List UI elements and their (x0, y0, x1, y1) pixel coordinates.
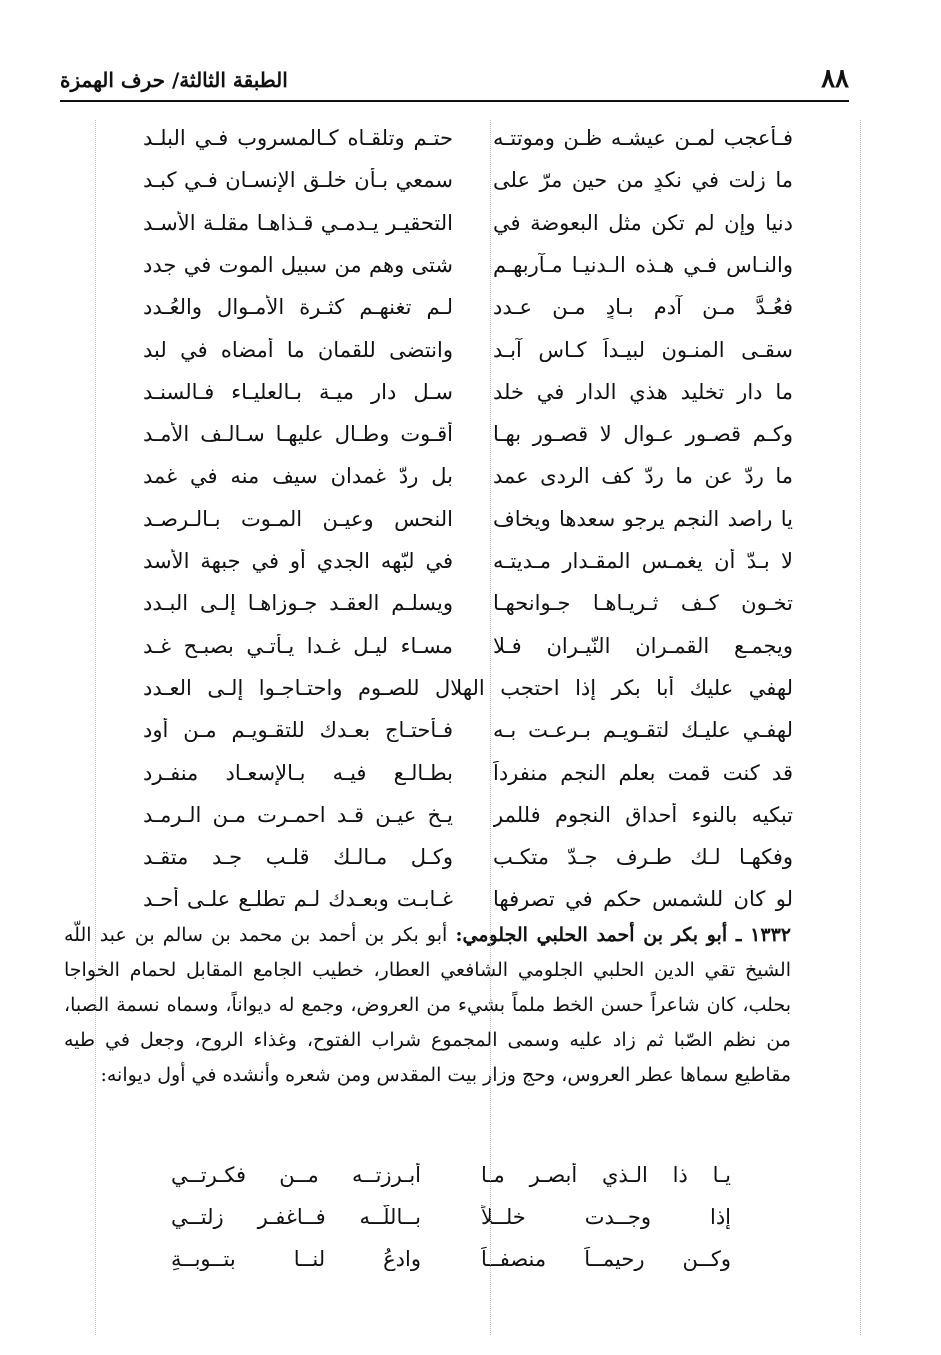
verse-first-hemistich: لهفـي عليـك لتقـويـم بـرعـت بـه (493, 718, 793, 742)
verse-second-hemistich: لـم تغنهـم كثـرة الأمـوال والعُـدد (143, 295, 453, 319)
verse-first-hemistich: دنيا وإن لم تكن مثل البعوضة في (493, 211, 793, 235)
verse-first-hemistich: فعُـدَّ مـن آدم بـادٍ مـن عـدد (493, 295, 793, 319)
verse-first-hemistich: لا بـدّ أن يغمـس المقـدار مـديتـه (493, 549, 793, 573)
verse-line (171, 1163, 731, 1203)
verse-second-hemistich: التحقيـر يـدمـي قـذاهـا مقلـة الأسـد (143, 211, 453, 235)
verse-first-hemistich: لهفي عليك أبا بكر إذا احتجب الهلال للصـوم واحتـاجـوا إلـى العـدد (143, 676, 793, 700)
page-number: ٨٨ (821, 64, 849, 94)
verse-line (143, 295, 793, 335)
header-rule (60, 100, 849, 102)
verse-line (143, 380, 793, 420)
verse-first-hemistich: يـا ذا الـذي أبصـر مـا (481, 1163, 731, 1187)
verse-second-hemistich: مسـاء ليـل غـدا يـأتـي بصبـح غـد (143, 634, 453, 658)
verse-second-hemistich: سـل دار ميـة بـالعليـاء فـالسنـد (143, 380, 453, 404)
verse-line (143, 634, 793, 674)
verse-second-hemistich: حتـم وتلقـاه كـالمسروب فـي البلـد (143, 126, 453, 150)
verse-second-hemistich: وانتضى للقمان ما أمضاه في لبد (143, 338, 453, 362)
verse-line (143, 338, 793, 378)
verse-line (143, 464, 793, 504)
verse-line (143, 253, 793, 293)
verse-first-hemistich: والنـاس فـي هـذه الـدنيـا مـآربهـم (493, 253, 793, 277)
verse-first-hemistich: ما زلت في نكدٍ من حين مرّ على (493, 168, 793, 192)
verse-second-hemistich: في لبّهه الجدي أو في جبهة الأسد (143, 549, 453, 573)
verse-line (143, 845, 793, 885)
verse-second-hemistich: يـخ عيـن قـد احمـرت مـن الـرمـد (143, 803, 453, 827)
verse-second-hemistich: بــاللّــه فــاغفـر زلتــي (171, 1205, 421, 1229)
verse-second-hemistich: شتى وهم من سبيل الموت في جدد (143, 253, 453, 277)
biography-entry (64, 918, 791, 1093)
entry-heading: ١٣٣٢ ـ أبو بكر بن أحمد الحلبي الجلومي: (455, 924, 791, 946)
verse-second-hemistich: سمعي بـأن خلـق الإنسـان فـي كبـد (143, 168, 453, 192)
verse-first-hemistich: ما دار تخليد هذي الدار في خلد (493, 380, 793, 404)
verse-line (143, 507, 793, 547)
verse-first-hemistich: يا راصد النجم يرجو سعدها ويخاف (493, 507, 793, 531)
scan-artifact-line (95, 120, 96, 1335)
verse-first-hemistich: ما ردّ عن ما ردّ كف الردى عمد (493, 464, 793, 488)
scan-artifact-line (860, 120, 861, 1335)
verse-first-hemistich: وفكهـا لـك طـرف جـدّ متكـب (493, 845, 793, 869)
verse-line (143, 718, 793, 758)
verse-first-hemistich: فـأعجب لمـن عيشـه ظـن وموتتـه (493, 126, 793, 150)
verse-line (143, 761, 793, 801)
verse-second-hemistich: ويسلـم العقـد جـوزاهـا إلـى البـدد (143, 591, 453, 615)
scan-artifact-line (490, 120, 491, 1335)
page-header (60, 60, 849, 100)
verse-first-hemistich: إذا وجــدت خلــلاً (481, 1205, 731, 1229)
verse-second-hemistich: بطـالـع فيـه بـالإسعـاد منفـرد (143, 761, 453, 785)
verse-second-hemistich: غـابـت وبعـدك لـم تطلـع علـى أحـد (143, 887, 453, 911)
running-head: الطبقة الثالثة/ حرف الهمزة (60, 68, 288, 92)
verse-second-hemistich: فـأحتـاج بعـدك للتقـويـم مـن أود (143, 718, 453, 742)
verse-first-hemistich: سقـى المنـون لبيـداً كـاس آبـد (493, 338, 793, 362)
verse-second-hemistich: أبـرزتــه مــن فكـرتــي (171, 1163, 421, 1187)
entry-body: أبو بكر بن أحمد بن محمد بن سالم بن عبد اللّه الشيخ تقي الدين الحلبي الجلومي الشافعي العطار، خطيب الجامع المقابل لحمام الخواجا بحلب، كان شاعراً حسن الخط ملماً بشيء من العروض، وجمع له ديواناً، وسماه نسمة الصبا، من نظم الصّبا ثم زاد عليه وسمى المجموع شراب الفتوح، وغذاء الروح، وجعل في طيه مقاطيع سماها عطر العروس، وحج وزار بيت المقدس ومن شعره وأنشده في أول ديوانه: (64, 924, 791, 1086)
verse-line (143, 211, 793, 251)
verse-line (143, 676, 793, 716)
verse-line (143, 126, 793, 166)
verse-first-hemistich: وكـم قصـور عـوال لا قصـور بهـا (493, 422, 793, 446)
verse-line (143, 422, 793, 462)
verse-first-hemistich: تخـون كـف ثـريـاهـا جـوانحهـا (493, 591, 793, 615)
verse-second-hemistich: بل ردّ غمدان سيف منه في غمد (143, 464, 453, 488)
verse-line (171, 1247, 731, 1287)
verse-second-hemistich: النحس وعيـن المـوت بـالـرصـد (143, 507, 453, 531)
verse-second-hemistich: وكـل مـالـك قلـب جـد متقـد (143, 845, 453, 869)
verse-first-hemistich: قد كنت قمت بعلم النجم منفرداً (493, 761, 793, 785)
verse-second-hemistich: وادعُ لنــا بتــوبــةِ (171, 1247, 421, 1271)
verse-line (143, 549, 793, 589)
verse-first-hemistich: لو كان للشمس حكم في تصرفها (493, 887, 793, 911)
verse-first-hemistich: تبكيه بالنوء أحداق النجوم فللمر (493, 803, 793, 827)
verse-line (143, 803, 793, 843)
verse-first-hemistich: وكــن رحيمــاً منصفــاً (481, 1247, 731, 1271)
verse-first-hemistich: ويجمـع القمـران النّيـران فـلا (493, 634, 793, 658)
verse-line (143, 591, 793, 631)
verse-line (171, 1205, 731, 1245)
verse-second-hemistich: أقـوت وطـال عليهـا سـالـف الأمـد (143, 422, 453, 446)
verse-line (143, 168, 793, 208)
